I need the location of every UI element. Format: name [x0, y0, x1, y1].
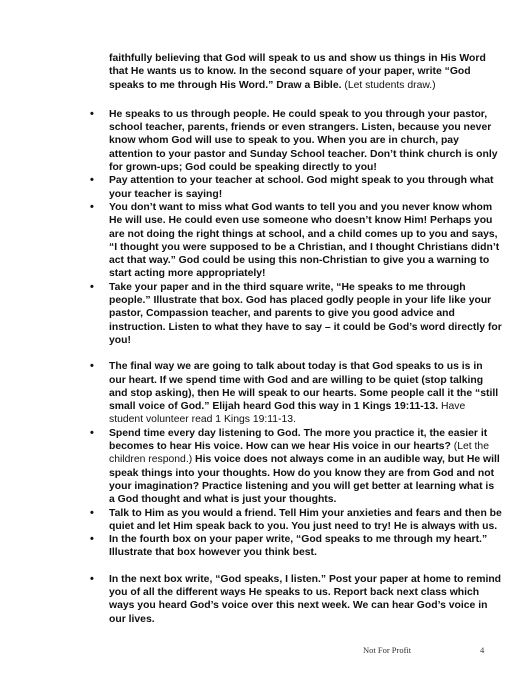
bullet-paragraph [90, 507, 502, 534]
bullet-paragraph [90, 174, 502, 201]
paragraph-bold-text-continued: His voice does not always come in an audible way, but He will speak things into your thoughts. How do you know they are from God and not your imagination? Practice listening and you will get better at learning what is a God thought and what is just your thoughts. [109, 454, 500, 506]
paragraph-bold-text: Spend time every day listening to God. The more you practice it, the easier it becomes to hear His voice. How can we hear His voice in our hearts? [109, 427, 488, 453]
page-body [90, 52, 502, 626]
paragraph-instruction-text: Have student volunteer read 1 Kings 19:11-13. [109, 401, 466, 426]
paragraph [90, 52, 502, 92]
bullet-icon: • [90, 426, 94, 439]
bullet-icon: • [90, 280, 94, 293]
paragraph-bold-text: Take your paper and in the third square write, “He speaks to me through people.” Illustrate that box. God has placed godly people in your life like your pastor, Compassion teacher, and parents to give you good advice and instruction. Listen to what they have to say – it could be God’s word directly for you! [109, 281, 502, 346]
bullet-icon: • [90, 533, 94, 546]
paragraph-instruction-text: (Let students draw.) [341, 79, 436, 91]
paragraph-bold-text: faithfully believing that God will speak to us and show us things in His Word that He wants us to know. In the second square of your paper, write “God speaks to me through His Word.” Draw a Bible. [109, 53, 486, 91]
bullet-icon: • [90, 200, 94, 213]
paragraph-instruction-text: (Let the children respond.) [109, 441, 489, 466]
bullet-paragraph [90, 360, 502, 426]
bullet-icon: • [90, 506, 94, 519]
footer-label: Not For Profit [363, 645, 412, 655]
paragraph-bold-text: He speaks to us through people. He could speak to you through your pastor, school teacher, parents, friends or even strangers. Listen, because you never know whom God will use to speak to you. When you are in church, pay attention to your pastor and Sunday School teacher. Don’t think church is only for grown-ups; God could be speaking directly to you! [109, 108, 498, 174]
bullet-paragraph [90, 201, 502, 281]
bullet-icon: • [90, 572, 94, 585]
bullet-icon: • [90, 107, 94, 120]
bullet-paragraph [90, 427, 502, 507]
paragraph-bold-text: Talk to Him as you would a friend. Tell Him your anxieties and fears and then be quiet and let Him speak back to you. You just need to try! He is always with us. [109, 507, 502, 532]
bullet-paragraph [90, 108, 502, 174]
paragraph-bold-text: Pay attention to your teacher at school. God might speak to you through what your teacher is saying! [109, 175, 494, 200]
paragraph-bold-text: You don’t want to miss what God wants to tell you and you never know whom He will use. He could even use someone who doesn’t know Him! Perhaps you are not doing the right things at school, and a child comes up to you and says, “I thought you were supposed to be a Christian, and I thought Christians didn’t act that way.” God could be using this non-Christian to give you a warning to start acting more appropriately! [109, 201, 500, 280]
paragraph-bold-text: In the next box write, “God speaks, I listen.” Post your paper at home to remind you of all the different ways He speaks to us. Report back next class which ways you heard God’s voice over this next week. We can hear God’s voice in our lives. [109, 573, 502, 625]
paragraph-bold-text: In the fourth box on your paper write, “God speaks to me through my heart.” Illustrate that box however you think best. [109, 534, 488, 559]
bullet-paragraph [90, 573, 502, 626]
paragraph-bold-text: The final way we are going to talk about today is that God speaks to us is in our heart. If we spend time with God and are willing to be quiet (stop talking and stop asking), then He will speak to our hearts. Some people call it the “still small voice of God.” Elijah heard God this way in 1 Kings 19:11-13. [109, 361, 499, 413]
bullet-paragraph [90, 281, 502, 347]
bullet-icon: • [90, 174, 94, 187]
bullet-icon: • [90, 360, 94, 373]
bullet-paragraph [90, 533, 502, 560]
page-number: 4 [480, 645, 485, 655]
